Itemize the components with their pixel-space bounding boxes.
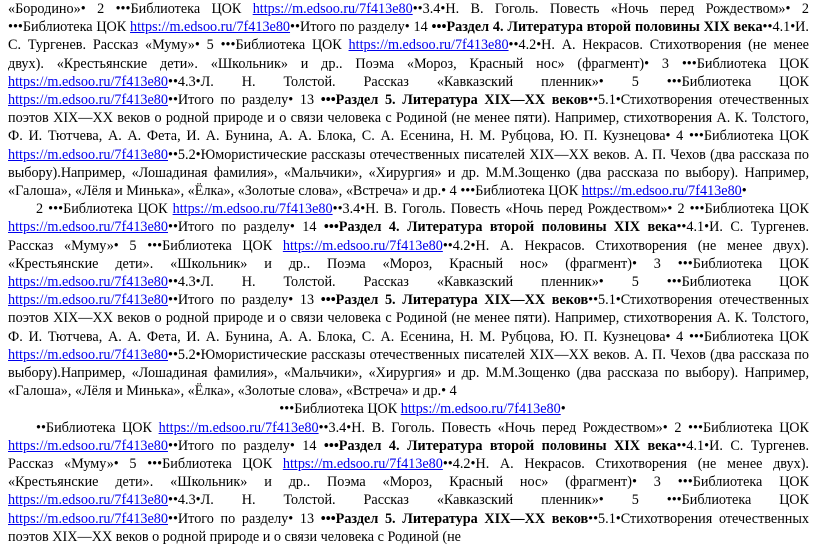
bullet-run: •••	[279, 401, 295, 418]
library-link[interactable]: https://m.edsoo.ru/7f413e80	[8, 219, 168, 236]
library-link[interactable]: https://m.edsoo.ru/7f413e80	[172, 201, 333, 218]
text-run: «Бородино»• 2	[8, 1, 116, 17]
library-link[interactable]: https://m.edsoo.ru/7f413e80	[8, 92, 168, 109]
text-run: ••5.1•Стихотворения отечественных поэтов XIX—XX веков о родной природе и о связи человека с Родиной (не менее пяти). Например, стихотворения А. К. Толстого, Ф. И. Тютчева, А. А. Фета, И. А. Бунина, А. А. Блока, С. А. Есенина, Н. М. Рубцова, Ю. П. Кузнецова• 4	[8, 292, 810, 345]
text-run: Библиотека ЦОК	[162, 237, 283, 254]
library-link[interactable]: https://m.edsoo.ru/7f413e80	[8, 146, 168, 163]
bullet-run: •••	[688, 328, 704, 345]
text-run: ••Итого по разделу• 14	[290, 19, 432, 36]
text-run: ••5.2•Юмористические рассказы отечественных писателей XIX—XX веков. А. П. Чехов (два рассказа по выбору).Например, «Лошадиная фамилия», «Мальчики», «Хирургия» и др. М.М.Зощенко (два рассказа по выбору). Например, «Галоша», «Лёля и Минька», «Ёлка», «Золотые слова», «Встреча» и др.• 4	[8, 346, 809, 400]
text-run: Библиотека ЦОК	[475, 183, 582, 200]
text-run: ••Итого по разделу• 13	[168, 92, 321, 109]
text-run: Библиотека ЦОК	[692, 474, 809, 491]
text-run: ••3.4•Н. В. Гоголь. Повесть «Ночь перед Рождеством»• 2	[412, 1, 809, 17]
text-run: Библиотека ЦОК	[162, 456, 283, 473]
text-run: Библиотека ЦОК	[681, 492, 809, 509]
text-run: ••5.1•Стихотворения отечественных поэтов XIX—XX веков о родной природе и о связи человека с Родиной (не менее пяти). Например, стихотворения А. К. Толстого, Ф. И. Тютчева, А. А. Фета, И. А. Бунина, А. А. Блока, С. А. Есенина, Н. М. Рубцова, Ю. П. Кузнецова• 4	[8, 92, 810, 145]
text-run: Библиотека ЦОК	[703, 328, 809, 345]
bullet-run: •••	[688, 419, 703, 436]
section-heading: •••Раздел 4. Литература второй половины XIX века	[323, 437, 677, 454]
text-run: ••Итого по разделу• 13	[168, 510, 321, 527]
bullet-run: •••	[666, 274, 682, 291]
text-run: ••4.1•И. С. Тургенев. Рассказ «Муму»• 5	[8, 437, 809, 473]
text-run: Библиотека ЦОК	[704, 201, 809, 218]
document-paragraph-3	[8, 419, 809, 546]
text-run: Библиотека ЦОК	[63, 201, 173, 218]
bullet-run: •••	[689, 201, 705, 218]
bullet-run: •••	[115, 1, 131, 17]
text-run: ••4.1•И. С. Тургенев. Рассказ «Муму»• 5	[8, 219, 809, 254]
document-paragraph-2	[8, 200, 809, 418]
library-link[interactable]: https://m.edsoo.ru/7f413e80	[158, 419, 319, 436]
section-heading: •••Раздел 4. Литература второй половины XIX века	[323, 219, 677, 236]
text-run: ••4.3•Л. Н. Толстой. Рассказ «Кавказский пленник»• 5	[168, 274, 667, 291]
bullet-run: •••	[8, 19, 23, 36]
text-run: ••4.1•И. С. Тургенев. Рассказ «Муму»• 5	[8, 19, 809, 54]
bullet-run: •••	[220, 37, 236, 54]
library-link[interactable]: https://m.edsoo.ru/7f413e80	[8, 346, 168, 363]
text-run: Библиотека ЦОК	[22, 19, 131, 36]
text-run: Библиотека ЦОК	[692, 255, 809, 272]
text-run: 2	[36, 201, 49, 218]
bullet-run: •••	[677, 255, 693, 272]
text-run: ••4.3•Л. Н. Толстой. Рассказ «Кавказский пленник»• 5	[168, 492, 667, 509]
text-run: ••Итого по разделу• 14	[168, 437, 324, 454]
library-link[interactable]: https://m.edsoo.ru/7f413e80	[8, 492, 168, 509]
text-run: •	[741, 183, 747, 200]
text-run: ••4.2•Н. А. Некрасов. Стихотворения (не менее двух). «Крестьянские дети». «Школьник» и др.. Поэма «Мороз, Красный нос» (фрагмент)• 3	[8, 37, 809, 72]
text-run: ••Итого по разделу• 14	[168, 219, 324, 236]
text-run: Библиотека ЦОК	[702, 419, 809, 436]
text-run: Библиотека ЦОК	[130, 1, 253, 17]
text-run: ••Итого по разделу• 13	[168, 292, 321, 309]
library-link[interactable]: https://m.edsoo.ru/7f413e80	[282, 237, 443, 254]
library-link[interactable]: https://m.edsoo.ru/7f413e80	[348, 37, 509, 54]
text-run: Библиотека ЦОК	[681, 274, 809, 291]
library-link[interactable]: https://m.edsoo.ru/7f413e80	[252, 1, 413, 17]
bullet-run: •••	[147, 456, 163, 473]
text-run: ••3.4•Н. В. Гоголь. Повесть «Ночь перед Рождеством»• 2	[332, 201, 690, 218]
text-run: ••4.3•Л. Н. Толстой. Рассказ «Кавказский пленник»• 5	[168, 73, 667, 90]
text-run: ••4.2•Н. А. Некрасов. Стихотворения (не менее двух). «Крестьянские дети». «Школьник» и др.. Поэма «Мороз, Красный нос» (фрагмент)• 3	[8, 237, 809, 272]
text-run: ••3.4•Н. В. Гоголь. Повесть «Ночь перед Рождеством»• 2	[318, 419, 689, 436]
bullet-run: •••	[677, 474, 693, 491]
text-run: Библиотека ЦОК	[294, 401, 401, 418]
library-link[interactable]: https://m.edsoo.ru/7f413e80	[8, 510, 168, 527]
bullet-run: •••	[460, 183, 476, 200]
library-link[interactable]: https://m.edsoo.ru/7f413e80	[8, 274, 168, 291]
library-link[interactable]: https://m.edsoo.ru/7f413e80	[8, 437, 168, 454]
text-run: ••5.1•Стихотворения отечественных поэтов XIX—XX веков о родной природе и о связи человека с Родиной (не	[8, 510, 810, 545]
library-link[interactable]: https://m.edsoo.ru/7f413e80	[581, 183, 742, 200]
text-run: Библиотека ЦОК	[235, 37, 349, 54]
bullet-run: •••	[147, 237, 163, 254]
centered-line	[8, 400, 809, 418]
text-run: Библиотека ЦОК	[696, 55, 809, 72]
text-run: •	[560, 401, 566, 418]
bullet-run: •••	[688, 128, 704, 145]
library-link[interactable]: https://m.edsoo.ru/7f413e80	[400, 401, 561, 418]
bullet-run: •••	[681, 55, 697, 72]
section-heading: •••Раздел 4. Литература второй половины XIX века	[431, 19, 763, 36]
text-run: ••5.2•Юмористические рассказы отечественных писателей XIX—XX веков. А. П. Чехов (два рассказа по выбору).Например, «Лошадиная фамилия», «Мальчики», «Хирургия» и др. М.М.Зощенко (два рассказа по выбору). Например, «Галоша», «Лёля и Минька», «Ёлка», «Золотые слова», «Встреча» и др.• 4	[8, 146, 809, 200]
text-run: ••Библиотека ЦОК	[36, 419, 159, 436]
section-heading: •••Раздел 5. Литература XIX—XX веков	[320, 510, 589, 527]
bullet-run: •••	[666, 73, 682, 90]
bullet-run: •••	[48, 201, 64, 218]
library-link[interactable]: https://m.edsoo.ru/7f413e80	[130, 19, 291, 36]
text-run: ••4.2•Н. А. Некрасов. Стихотворения (не менее двух). «Крестьянские дети». «Школьник» и др.. Поэма «Мороз, Красный нос» (фрагмент)• 3	[8, 456, 809, 491]
section-heading: •••Раздел 5. Литература XIX—XX веков	[320, 292, 589, 309]
library-link[interactable]: https://m.edsoo.ru/7f413e80	[282, 456, 443, 473]
section-heading: •••Раздел 5. Литература XIX—XX веков	[320, 92, 589, 109]
library-link[interactable]: https://m.edsoo.ru/7f413e80	[8, 292, 168, 309]
bullet-run: •••	[666, 492, 682, 509]
document-paragraph-1	[8, 0, 809, 200]
text-run: Библиотека ЦОК	[703, 128, 809, 145]
library-link[interactable]: https://m.edsoo.ru/7f413e80	[8, 73, 168, 90]
text-run: Библиотека ЦОК	[681, 73, 809, 90]
